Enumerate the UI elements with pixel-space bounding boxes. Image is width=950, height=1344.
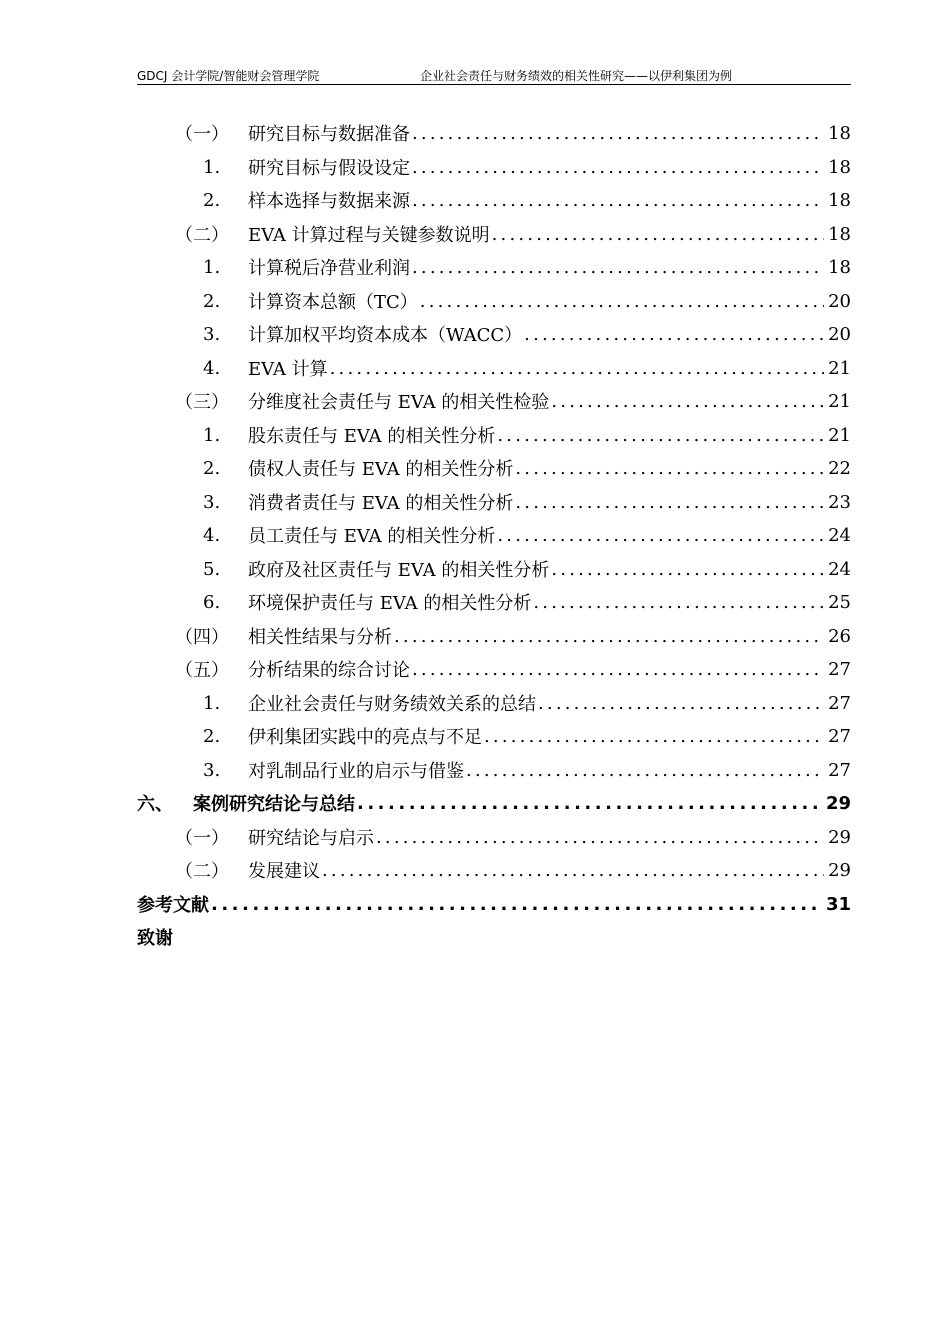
toc-entry-number: 2. (203, 189, 221, 211)
toc-entry-title: 伊利集团实践中的亮点与不足 (248, 727, 482, 748)
toc-entry-chapter[interactable] (137, 786, 851, 820)
toc-entry-page: 29 (828, 859, 851, 881)
toc-entry-title: 员工责任与 EVA 的相关性分析 (248, 526, 496, 547)
dot-leader (420, 291, 824, 312)
toc-entry-page: 24 (828, 558, 851, 580)
toc-entry[interactable] (137, 183, 851, 217)
toc-entry-number: （二） (175, 861, 229, 882)
toc-entry-title: EVA 计算过程与关键参数说明 (248, 225, 490, 246)
dot-leader (376, 827, 824, 848)
toc-entry-title: 参考文献 (137, 895, 209, 916)
toc-entry-page: 21 (828, 390, 851, 412)
toc-entry-title: 债权人责任与 EVA 的相关性分析 (248, 459, 514, 480)
toc-entry-number: 1. (203, 156, 221, 178)
toc-entry-title: 案例研究结论与总结 (193, 794, 355, 815)
toc-entry-page: 18 (828, 156, 851, 178)
toc-entry[interactable] (137, 351, 851, 385)
toc-entry-number: 1. (203, 692, 221, 714)
toc-entry-page: 24 (828, 524, 851, 546)
toc-entry-page: 27 (828, 658, 851, 680)
dot-leader (330, 358, 824, 379)
toc-entry-title: 相关性结果与分析 (248, 627, 392, 648)
toc-entry-number: 2. (203, 457, 221, 479)
toc-entry-title: 政府及社区责任与 EVA 的相关性分析 (248, 560, 550, 581)
page-header (137, 68, 851, 85)
dot-leader (412, 659, 824, 680)
dot-leader (515, 458, 824, 479)
toc-entry-title: 消费者责任与 EVA 的相关性分析 (248, 493, 514, 514)
dot-leader (492, 224, 824, 245)
toc-entry-number: （三） (175, 392, 229, 413)
toc-entry[interactable] (137, 753, 851, 787)
toc-entry-title: 环境保护责任与 EVA 的相关性分析 (248, 593, 532, 614)
toc-entry-number: （一） (175, 124, 229, 145)
toc-entry[interactable] (137, 485, 851, 519)
toc-entry[interactable] (137, 820, 851, 854)
toc-entry-acknowledgements[interactable] (137, 920, 851, 954)
header-thesis-title: 企业社会责任与财务绩效的相关性研究——以伊利集团为例 (420, 69, 733, 83)
toc-entry-page: 29 (825, 792, 851, 814)
dot-leader (412, 257, 824, 278)
toc-entry[interactable] (137, 250, 851, 284)
dot-leader (412, 123, 824, 144)
dot-leader (394, 626, 824, 647)
toc-entry-page: 26 (828, 625, 851, 647)
toc-entry-title: 研究目标与假设设定 (248, 158, 410, 179)
toc-entry-number: 4. (203, 357, 221, 379)
header-institution: GDCJ 会计学院/智能财会管理学院 (137, 69, 320, 83)
dot-leader (497, 425, 824, 446)
toc-entry-title: 分析结果的综合讨论 (248, 660, 410, 681)
toc-entry-number: 4. (203, 524, 221, 546)
toc-entry-page: 20 (828, 290, 851, 312)
toc-entry-number: 1. (203, 424, 221, 446)
toc-entry[interactable] (137, 150, 851, 184)
toc-entry-number: 5. (203, 558, 221, 580)
toc-entry[interactable] (137, 719, 851, 753)
toc-entry-title: 样本选择与数据来源 (248, 191, 410, 212)
toc-entry-number: （二） (175, 225, 229, 246)
dot-leader (551, 559, 824, 580)
toc-entry-title: 研究结论与启示 (248, 828, 374, 849)
toc-entry[interactable] (137, 652, 851, 686)
toc-entry[interactable] (137, 217, 851, 251)
dot-leader (412, 157, 824, 178)
dot-leader (211, 894, 822, 915)
dot-leader (322, 860, 824, 881)
toc-entry-title: 计算资本总额（TC） (248, 292, 418, 313)
toc-entry-title: 发展建议 (248, 861, 320, 882)
toc-entry-page: 27 (828, 759, 851, 781)
toc-entry-references[interactable] (137, 887, 851, 921)
toc-entry-number: 6. (203, 591, 221, 613)
toc-entry-page: 20 (828, 323, 851, 345)
toc-entry-title: 企业社会责任与财务绩效关系的总结 (248, 694, 536, 715)
toc-entry-number: 六、 (137, 794, 173, 815)
dot-leader (538, 693, 824, 714)
dot-leader (412, 190, 824, 211)
dot-leader (551, 391, 824, 412)
toc-entry[interactable] (137, 686, 851, 720)
toc-entry-number: 3. (203, 759, 221, 781)
toc-entry-page: 18 (828, 223, 851, 245)
toc-entry[interactable] (137, 451, 851, 485)
toc-entry-page: 18 (828, 256, 851, 278)
toc-entry[interactable] (137, 317, 851, 351)
toc-entry[interactable] (137, 619, 851, 653)
toc-entry[interactable] (137, 116, 851, 150)
toc-entry-page: 27 (828, 692, 851, 714)
toc-entry-page: 21 (828, 424, 851, 446)
toc-entry-page: 31 (825, 893, 851, 915)
toc-entry-page: 27 (828, 725, 851, 747)
toc-entry-page: 23 (828, 491, 851, 513)
toc-entry-number: 1. (203, 256, 221, 278)
dot-leader (497, 525, 824, 546)
toc-entry-title: 对乳制品行业的启示与借鉴 (248, 761, 464, 782)
toc-entry-title: 分维度社会责任与 EVA 的相关性检验 (248, 392, 550, 413)
toc-entry-number: 3. (203, 323, 221, 345)
toc-entry-number: 3. (203, 491, 221, 513)
toc-entry-title: 致谢 (137, 928, 173, 949)
toc-entry-page: 18 (828, 189, 851, 211)
toc-entry-page: 18 (828, 122, 851, 144)
toc-entry-page: 21 (828, 357, 851, 379)
dot-leader (484, 726, 824, 747)
toc-entry[interactable] (137, 284, 851, 318)
toc-entry-number: （五） (175, 660, 229, 681)
dot-leader (524, 324, 824, 345)
toc-entry[interactable] (137, 518, 851, 552)
toc-entry-number: 2. (203, 725, 221, 747)
toc-entry[interactable] (137, 853, 851, 887)
dot-leader (466, 760, 824, 781)
toc-entry-page: 25 (828, 591, 851, 613)
dot-leader (533, 592, 824, 613)
toc-entry[interactable] (137, 418, 851, 452)
toc-entry[interactable] (137, 552, 851, 586)
toc-entry-number: （四） (175, 627, 229, 648)
toc-entry-title: 股东责任与 EVA 的相关性分析 (248, 426, 496, 447)
toc-entry-page: 22 (828, 457, 851, 479)
dot-leader (515, 492, 824, 513)
toc-entry-title: EVA 计算 (248, 359, 328, 380)
toc-entry[interactable] (137, 384, 851, 418)
dot-leader (357, 793, 822, 814)
toc-entry-title: 计算加权平均资本成本（WACC） (248, 325, 523, 346)
toc-entry[interactable] (137, 585, 851, 619)
toc-entry-number: （一） (175, 828, 229, 849)
toc-entry-page: 29 (828, 826, 851, 848)
toc-entry-title: 计算税后净营业利润 (248, 258, 410, 279)
toc-entry-title: 研究目标与数据准备 (248, 124, 410, 145)
toc-entry-number: 2. (203, 290, 221, 312)
